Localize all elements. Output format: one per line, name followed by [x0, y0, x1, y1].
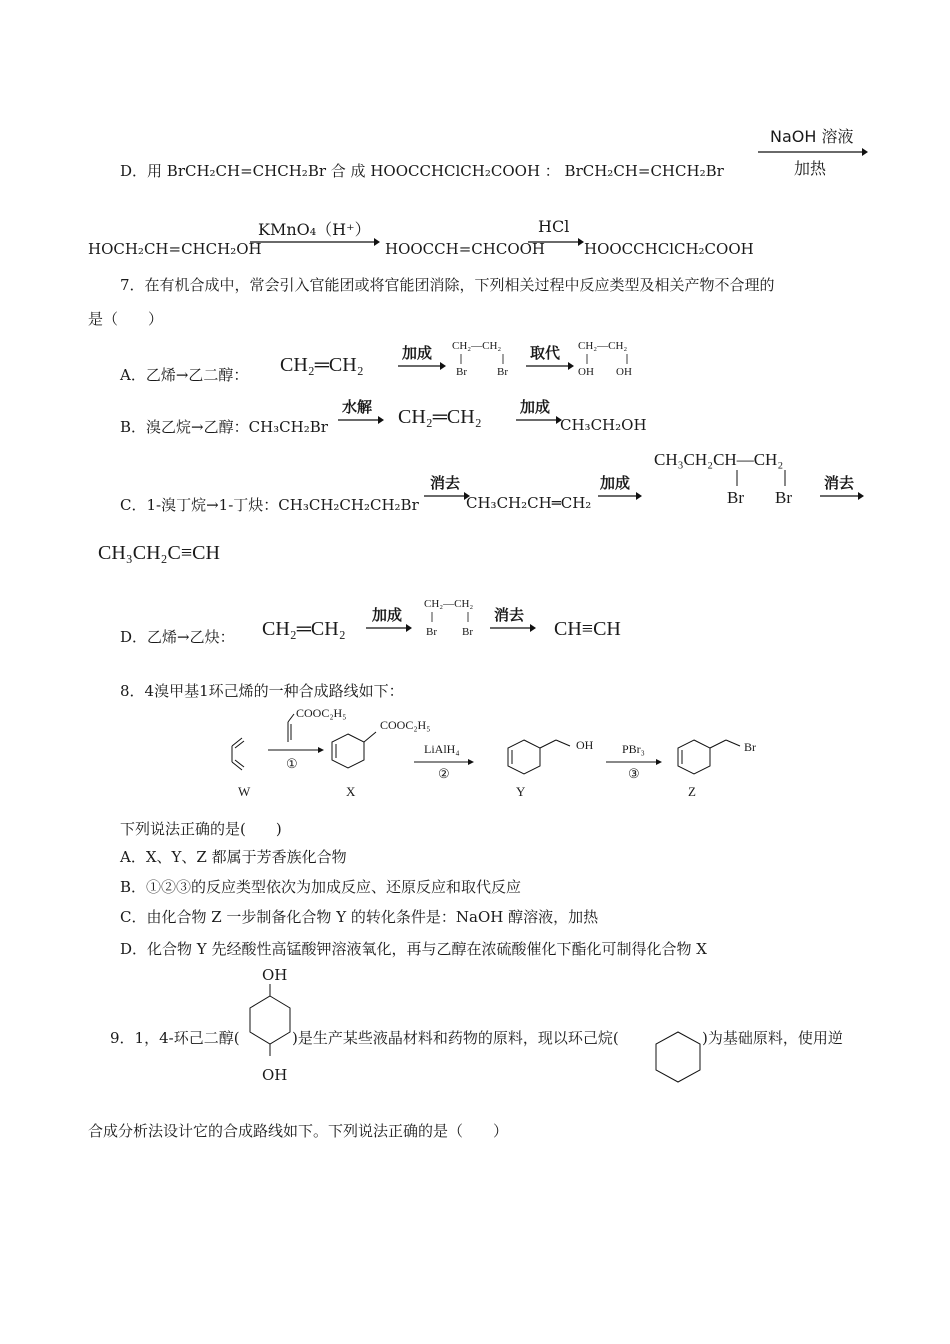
- q7-d-mid-bonds: [430, 612, 480, 624]
- q7-d-mid-br1: Br: [426, 626, 437, 638]
- q7-a-mid-br2: Br: [497, 366, 508, 378]
- q7-c-dibromide-bonds: [734, 470, 794, 490]
- q7-a-mid-bonds: [459, 354, 509, 366]
- q7-d-ethylene: CH₂═CH₂: [262, 618, 346, 640]
- q7-c-dibromide-br2: Br: [775, 488, 792, 507]
- q8-x-ring: [330, 730, 380, 780]
- q7-b-ethylene: CH₂═CH₂: [398, 406, 482, 428]
- q7-d-arrow1: [366, 624, 412, 634]
- q8-x-ester: COOC₂H₅: [380, 718, 431, 732]
- q7-c-arrow1-label: 消去: [430, 474, 461, 492]
- q7-b-arrow1: [338, 416, 384, 426]
- q6d-step1: HOCH₂CH=CHCH₂OH: [88, 240, 262, 258]
- q8-w-butadiene: [228, 736, 258, 780]
- q7-b-arrow2-label: 加成: [520, 398, 551, 416]
- q7-d-arrow2-label: 消去: [494, 606, 525, 624]
- q7-a-arrow1-label: 加成: [402, 344, 433, 362]
- q7-c-butyne: CH₃CH₂C≡CH: [98, 542, 220, 564]
- q7-a-arrow1: [398, 362, 446, 372]
- q7-c-arrow2: [598, 492, 642, 502]
- q7-c-butene: CH₃CH₂CH═CH₂: [466, 494, 592, 512]
- q7-a-arrow2-label: 取代: [530, 344, 561, 362]
- q7-a-mid-br1: Br: [456, 366, 467, 378]
- q7-d-mid-br2: Br: [462, 626, 473, 638]
- q8-step2: ②: [438, 766, 450, 781]
- q8-label-w: W: [238, 784, 251, 799]
- q9-cyclohexanediol: [246, 984, 296, 1074]
- q7-b-arrow2: [516, 416, 562, 426]
- arrow-label-heat: 加热: [794, 159, 827, 178]
- q9-stem-part1: 9．1，4-环己二醇(: [110, 1029, 240, 1047]
- q8-label-y: Y: [516, 784, 526, 799]
- q7-option-a-label: A．乙烯→乙二醇：: [120, 366, 249, 384]
- q9-stem-part2: )是生产某些液晶材料和药物的原料，现以环己烷(: [292, 1029, 619, 1047]
- q9-stem-line2: 合成分析法设计它的合成路线如下。下列说法正确的是（ ）: [88, 1122, 509, 1140]
- q8-reagent3: PBr₃: [622, 742, 645, 756]
- q8-option-c: C．由化合物 Z 一步制备化合物 Y 的转化条件是：NaOH 醇溶液，加热: [120, 908, 599, 926]
- q9-oh-bottom: OH: [262, 1066, 288, 1084]
- q7-a-end-bonds: [585, 354, 635, 366]
- q8-step1: ①: [286, 756, 298, 771]
- arrow-hcl: [528, 238, 584, 248]
- q7-c-arrow2-label: 加成: [600, 474, 631, 492]
- q8-label-z: Z: [688, 784, 696, 799]
- q8-label-x: X: [346, 784, 356, 799]
- q7-b-ethanol: CH₃CH₂OH: [560, 416, 647, 434]
- q8-reagent1: COOC₂H₅: [296, 706, 347, 720]
- q7-c-dibromide-top: CH₃CH₂CH—CH₂: [654, 450, 784, 469]
- q7-a-ethylene: CH₂═CH₂: [280, 354, 364, 376]
- q8-reagent2: LiAlH₄: [424, 742, 460, 756]
- q7-c-arrow3-label: 消去: [824, 474, 855, 492]
- q7-stem-line2: 是（ ）: [88, 310, 164, 328]
- q7-d-acetylene: CH≡CH: [554, 618, 621, 640]
- q7-d-mid-top: CH₂—CH₂: [424, 598, 474, 610]
- q7-c-dibromide-br1: Br: [727, 488, 744, 507]
- q8-stem: 8．4溴甲基1环己烯的一种合成路线如下：: [120, 682, 404, 700]
- arrow-kmno4: [250, 238, 380, 248]
- q8-y-ring: [506, 736, 586, 786]
- q7-b-arrow1-label: 水解: [342, 398, 373, 416]
- q9-cyclohexane: [654, 1030, 704, 1090]
- q8-option-b: B．①②③的反应类型依次为加成反应、还原反应和取代反应: [120, 878, 522, 896]
- q7-option-c-label: C．1-溴丁烷→1-丁炔：CH₃CH₂CH₂CH₂Br: [120, 496, 419, 514]
- q7-option-d-label: D．乙烯→乙炔：: [120, 628, 235, 646]
- q8-question: 下列说法正确的是( ): [120, 820, 282, 838]
- q7-d-arrow2: [490, 624, 536, 634]
- arrow-label-hcl: HCl: [538, 217, 570, 236]
- q7-a-mid-top: CH₂—CH₂: [452, 340, 502, 352]
- q8-y-oh: OH: [576, 738, 594, 752]
- q7-a-end-top: CH₂—CH₂: [578, 340, 628, 352]
- arrow-label-naoh: NaOH 溶液: [770, 127, 854, 146]
- q7-a-arrow2: [526, 362, 574, 372]
- q7-a-end-oh2: OH: [616, 366, 632, 378]
- q6d-step2: HOOCCH=CHCOOH: [385, 240, 545, 258]
- q8-step3: ③: [628, 766, 640, 781]
- q6d-label: D．用 BrCH₂CH=CHCH₂Br 合 成 HOOCCHClCH₂COOH ： BrCH₂CH=CHCH₂Br: [120, 162, 724, 180]
- q9-stem-part3: )为基础原料，使用逆: [702, 1029, 843, 1047]
- q8-option-d: D．化合物 Y 先经酸性高锰酸钾溶液氧化，再与乙醇在浓硫酸催化下酯化可制得化合物 X: [120, 940, 707, 958]
- q7-option-b-label: B．溴乙烷→乙醇：CH₃CH₂Br: [120, 418, 328, 436]
- q6d-step3: HOOCCHClCH₂COOH: [584, 240, 754, 258]
- q7-c-arrow3: [820, 492, 864, 502]
- q7-c-arrow1: [424, 492, 470, 502]
- q7-a-end-oh1: OH: [578, 366, 594, 378]
- q8-option-a: A．X、Y、Z 都属于芳香族化合物: [120, 848, 347, 866]
- q8-arrow1: [268, 746, 324, 756]
- q7-stem-line1: 7．在有机合成中，常会引入官能团或将官能团消除，下列相关过程中反应类型及相关产物不合理的: [120, 276, 775, 294]
- q8-z-br: Br: [744, 740, 756, 754]
- arrow-label-kmno4: KMnO₄（H⁺）: [258, 220, 371, 239]
- q9-oh-top: OH: [262, 966, 288, 984]
- q7-d-arrow1-label: 加成: [372, 606, 403, 624]
